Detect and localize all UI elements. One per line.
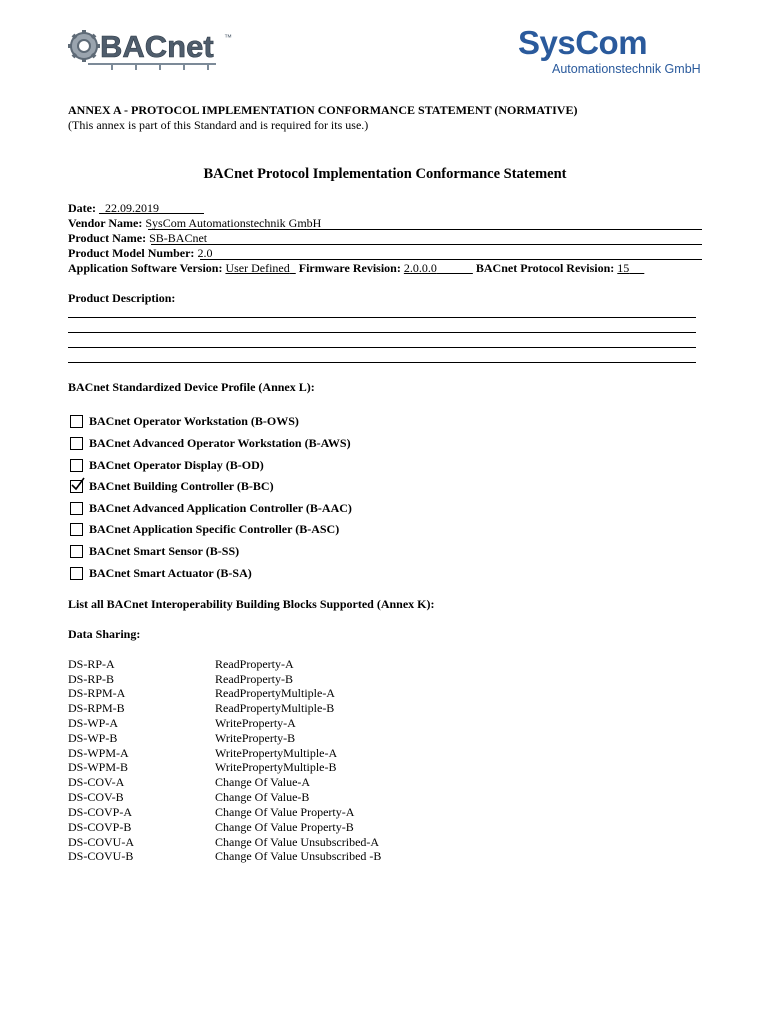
bibb-name: WritePropertyMultiple-B — [215, 760, 337, 774]
checkbox[interactable] — [70, 502, 83, 515]
annex-note: (This annex is part of this Standard and is required for its use.) — [68, 118, 369, 132]
profile-option-label: BACnet Operator Workstation (B-OWS) — [89, 414, 299, 428]
checkmark-icon — [70, 477, 85, 492]
vendor-field — [68, 216, 702, 231]
bibb-name: WriteProperty-B — [215, 731, 296, 745]
product-name-label: Product Name: — [68, 231, 147, 245]
date-field — [68, 201, 702, 216]
checkbox[interactable] — [70, 545, 83, 558]
bibb-code: DS-WPM-B — [68, 760, 129, 774]
bibb-name: WritePropertyMultiple-A — [215, 746, 338, 760]
data-sharing-label: Data Sharing: — [68, 627, 141, 641]
app-software-value: User Defined — [225, 261, 290, 275]
version-row — [68, 261, 702, 276]
profile-option-label: BACnet Advanced Application Controller (B-AAC) — [89, 501, 352, 515]
firmware-label: Firmware Revision: — [298, 261, 401, 275]
date-label: Date: — [68, 201, 96, 215]
checkbox[interactable] — [70, 437, 83, 450]
checkbox[interactable] — [70, 459, 83, 472]
model-number-value: 2.0 — [197, 246, 213, 260]
profile-option-label: BACnet Smart Actuator (B-SA) — [89, 566, 252, 580]
checkbox[interactable] — [70, 567, 83, 580]
bibb-name: Change Of Value-A — [215, 775, 311, 789]
product-name-value: SB-BACnet — [149, 231, 208, 245]
profile-option-label: BACnet Smart Sensor (B-SS) — [89, 544, 240, 558]
vendor-label: Vendor Name: — [68, 216, 143, 230]
bibb-code: DS-COV-A — [68, 775, 125, 789]
description-line — [68, 332, 696, 333]
firmware-value: 2.0.0.0 — [403, 261, 437, 275]
bibb-code: DS-RPM-B — [68, 701, 125, 715]
profile-option-label: BACnet Building Controller (B-BC) — [89, 479, 274, 493]
app-software-label: Application Software Version: — [68, 261, 223, 275]
bibbs-label: List all BACnet Interoperability Building Blocks Supported (Annex K): — [68, 597, 435, 611]
vendor-value: SysCom Automationstechnik GmbH — [145, 216, 322, 230]
bibb-code: DS-COVP-A — [68, 805, 133, 819]
bibb-code: DS-COV-B — [68, 790, 124, 804]
profile-option-label: BACnet Operator Display (B-OD) — [89, 458, 264, 472]
device-profile-label: BACnet Standardized Device Profile (Annex L): — [68, 380, 315, 394]
svg-text:BACnet: BACnet — [100, 29, 214, 64]
syscom-logo-name: SysCom — [518, 24, 648, 61]
product-name-field — [68, 231, 702, 246]
bibb-name: ReadProperty-A — [215, 657, 294, 671]
model-number-label: Product Model Number: — [68, 246, 195, 260]
description-line — [68, 362, 696, 363]
bibb-code: DS-RPM-A — [68, 686, 126, 700]
bibb-code: DS-COVU-A — [68, 835, 134, 849]
protocol-revision-label: BACnet Protocol Revision: — [475, 261, 615, 275]
bibb-code: DS-WPM-A — [68, 746, 129, 760]
bibb-code: DS-WP-B — [68, 731, 118, 745]
checkbox-checked[interactable] — [70, 480, 83, 493]
profile-option-label: BACnet Application Specific Controller (B-ASC) — [89, 522, 340, 536]
annex-title: ANNEX A - PROTOCOL IMPLEMENTATION CONFORMANCE STATEMENT (NORMATIVE) — [68, 103, 578, 117]
description-line — [68, 317, 696, 318]
syscom-logo-subtitle: Automationstechnik GmbH — [552, 62, 701, 76]
product-description-label: Product Description: — [68, 291, 176, 305]
bibb-name: Change Of Value Unsubscribed-A — [215, 835, 380, 849]
description-line — [68, 347, 696, 348]
date-value: 22.09.2019 — [104, 201, 159, 215]
bibb-name: Change Of Value Property-A — [215, 805, 355, 819]
bibb-code: DS-RP-B — [68, 672, 115, 686]
bibb-name: ReadPropertyMultiple-A — [215, 686, 335, 700]
bibb-name: ReadPropertyMultiple-B — [215, 701, 335, 715]
profile-option-label: BACnet Advanced Operator Workstation (B-AWS) — [89, 436, 351, 450]
bibb-name: Change Of Value Unsubscribed -B — [215, 849, 382, 863]
bibb-name: Change Of Value Property-B — [215, 820, 354, 834]
model-number-field — [68, 246, 702, 261]
protocol-revision-value: 15 — [617, 261, 630, 275]
bibb-code: DS-COVP-B — [68, 820, 132, 834]
document-title: BACnet Protocol Implementation Conformance Statement — [203, 166, 567, 182]
checkbox[interactable] — [70, 523, 83, 536]
svg-text:™: ™ — [224, 33, 232, 42]
syscom-logo — [512, 24, 712, 80]
bibb-name: ReadProperty-B — [215, 672, 293, 686]
bibb-name: Change Of Value-B — [215, 790, 310, 804]
bibb-code: DS-WP-A — [68, 716, 118, 730]
checkbox[interactable] — [70, 415, 83, 428]
gear-icon — [68, 30, 100, 62]
bibb-code: DS-COVU-B — [68, 849, 134, 863]
bacnet-logo — [66, 28, 236, 74]
bibb-code: DS-RP-A — [68, 657, 115, 671]
bibb-name: WriteProperty-A — [215, 716, 296, 730]
